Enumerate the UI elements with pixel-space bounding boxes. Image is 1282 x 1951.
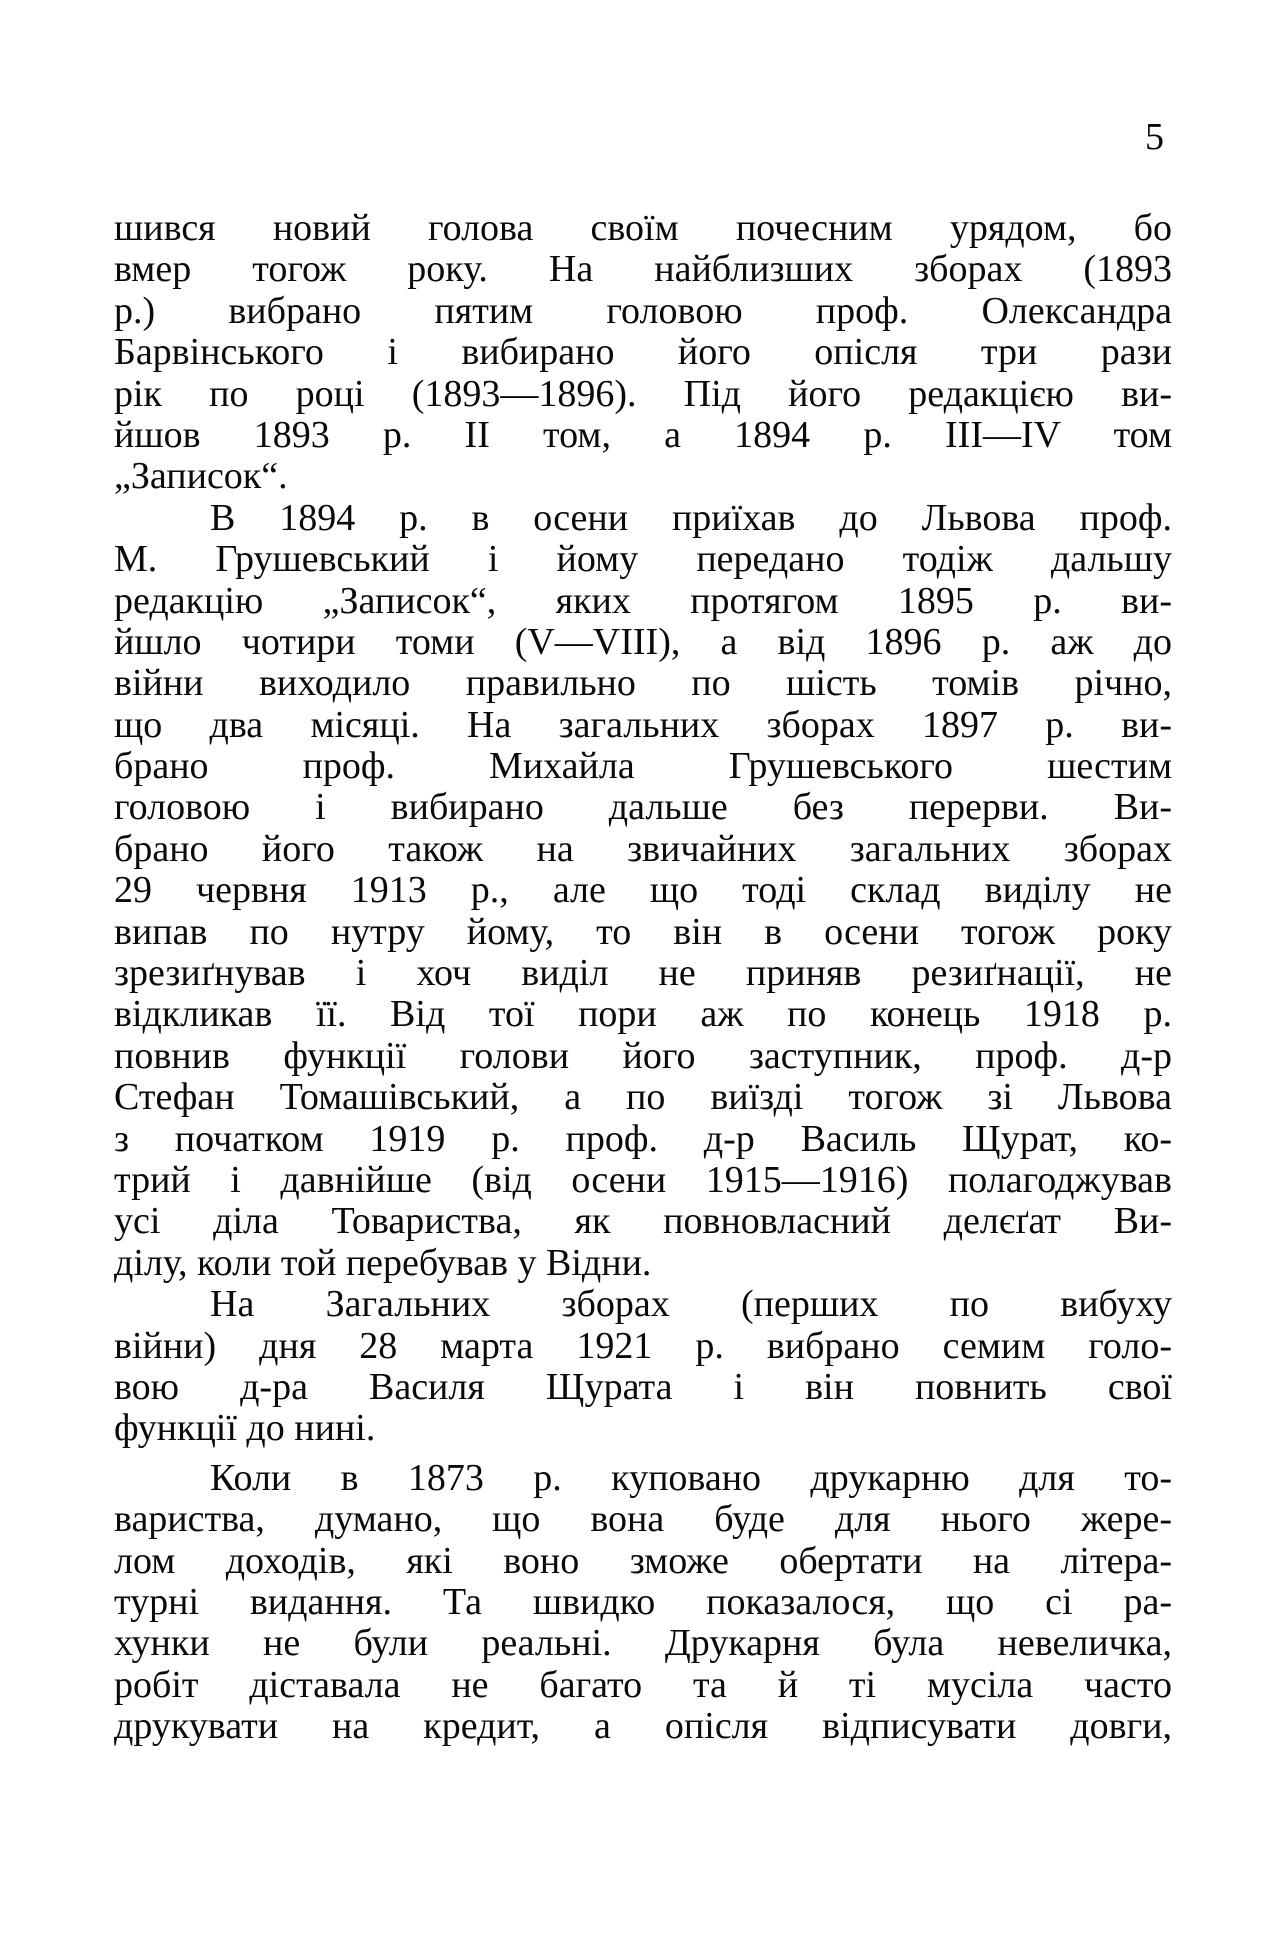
- text-line: р.) вибрано пятим головою проф. Олександра: [114, 290, 1172, 332]
- text-line: „Записок“.: [114, 456, 288, 498]
- paragraph-2: [114, 498, 1172, 1284]
- text-line: Коли в 1873 р. куповано друкарню для то-: [210, 1457, 1172, 1499]
- text-line: зрезиґнував і хоч виділ не приняв резиґнації, не: [114, 953, 1172, 995]
- text-line: хунки не були реальні. Друкарня була невеличка,: [114, 1623, 1172, 1665]
- text-line: 29 червня 1913 р., але що тоді склад виділу не: [114, 870, 1172, 912]
- text-line: головою і вибирано дальше без перерви. Ви-: [114, 787, 1172, 829]
- text-line: функції до нині.: [114, 1408, 376, 1450]
- text-line: усі діла Товариства, як повновласний делєґат Ви-: [114, 1201, 1172, 1243]
- text-line: рік по році (1893—1896). Під його редакцією ви-: [114, 373, 1172, 415]
- text-line: ділу, коли той перебував у Відни.: [114, 1242, 652, 1284]
- text-line: Барвінського і вибирано його опісля три рази: [114, 332, 1172, 374]
- text-line: друкувати на кредит, а опісля відписувати довги,: [114, 1706, 1172, 1748]
- text-line: Стефан Томашівський, а по виїзді тогож зі Львова: [114, 1077, 1172, 1119]
- text-line: йшло чотири томи (V—VIII), а від 1896 р. аж до: [114, 621, 1172, 663]
- text-line: війни) дня 28 марта 1921 р. вибрано семим голо-: [114, 1325, 1172, 1367]
- text-line: відкликав її. Від тої пори аж по конець 1918 р.: [114, 994, 1172, 1036]
- text-line: М. Грушевський і йому передано тодіж дальшу: [114, 539, 1172, 581]
- paragraph-gap: [114, 1450, 1172, 1458]
- text-line: йшов 1893 р. II том, а 1894 р. III—IV том: [114, 414, 1172, 456]
- text-line: турні видання. Та швидко показалося, що сі ра-: [114, 1581, 1172, 1623]
- text-line: брано його також на звичайних загальних зборах: [114, 828, 1172, 870]
- body-text: [114, 208, 1172, 1747]
- page-number: 5: [1145, 116, 1164, 158]
- text-line: робіт діставала не багато та й ті мусіла часто: [114, 1664, 1172, 1706]
- text-line: На Загальних зборах (перших по вибуху: [210, 1284, 1172, 1326]
- text-line: В 1894 р. в осени приїхав до Львова проф.: [210, 497, 1172, 539]
- text-line: лом доходів, які воно зможе обертати на літера-: [114, 1540, 1172, 1582]
- text-line: вариства, думано, що вона буде для нього жере-: [114, 1499, 1172, 1541]
- paragraph-4: [114, 1458, 1172, 1748]
- text-line: вою д-ра Василя Щурата і він повнить свої: [114, 1366, 1172, 1408]
- paragraph-3: [114, 1284, 1172, 1450]
- text-line: війни виходило правильно по шість томів річно,: [114, 663, 1172, 705]
- text-line: вмер тогож року. На найблизших зборах (1893: [114, 249, 1172, 291]
- text-line: шився новий голова своїм почесним урядом, бо: [114, 208, 1172, 249]
- text-line: брано проф. Михайла Грушевського шестим: [114, 746, 1172, 788]
- text-line: з початком 1919 р. проф. д-р Василь Щурат, ко-: [114, 1118, 1172, 1160]
- text-line: трий і давнійше (від осени 1915—1916) полагоджував: [114, 1159, 1172, 1201]
- text-line: що два місяці. На загальних зборах 1897 р. ви-: [114, 704, 1172, 746]
- text-line: редакцію „Записок“, яких протягом 1895 р. ви-: [114, 580, 1172, 622]
- text-line: повнив функції голови його заступник, проф. д-р: [114, 1035, 1172, 1077]
- paragraph-1: [114, 208, 1172, 498]
- text-line: випав по нутру йому, то він в осени тогож року: [114, 911, 1172, 953]
